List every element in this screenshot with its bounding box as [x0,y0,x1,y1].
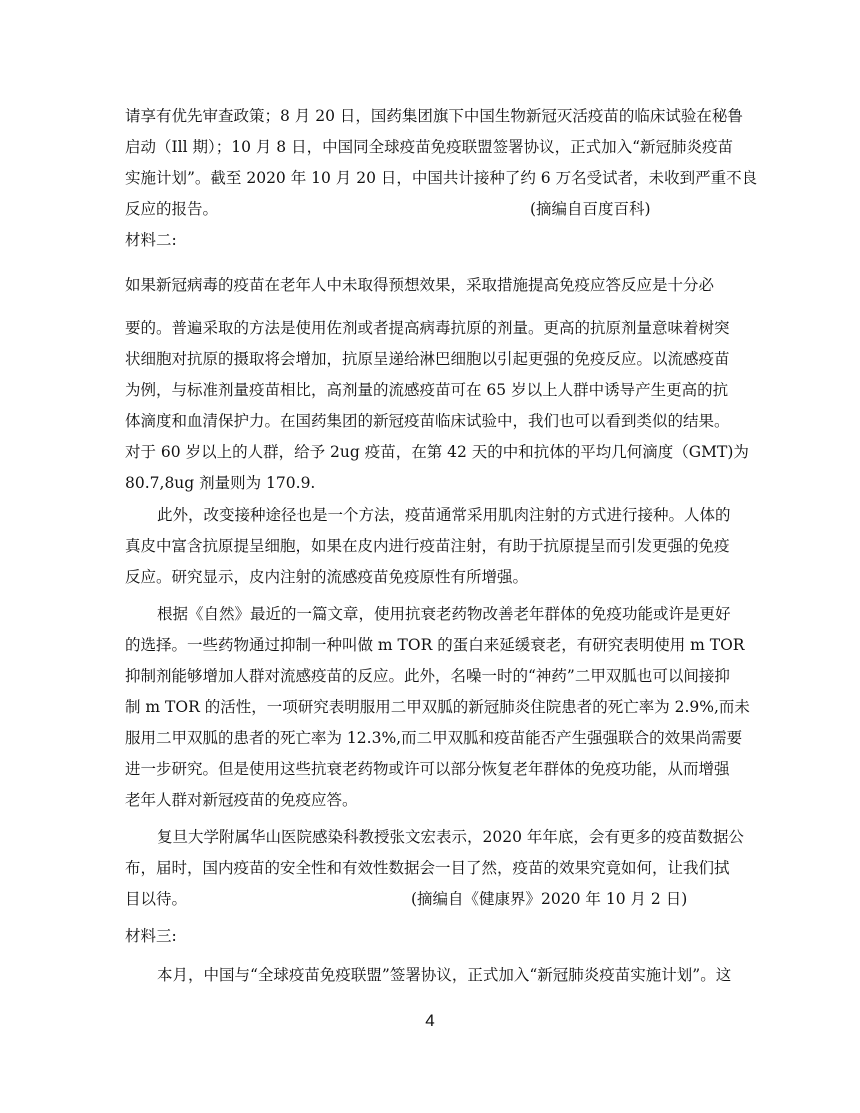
text-line: 抑制剂能够增加人群对流感疫苗的反应。此外，名噪一时的“神药”二甲双胍也可以间接抑 [125,667,730,685]
text-line: 对于 60 岁以上的人群，给予 2ug 疫苗，在第 42 天的中和抗体的平均几何滴度（GMT)为 [125,443,749,461]
text-line: 请享有优先审查政策；8 月 20 日，国药集团旗下中国生物新冠灭活疫苗的临床试验在秘鲁 [125,107,743,125]
text-line: 反应。研究显示，皮内注射的流感疫苗免疫原性有所增强。 [125,568,529,586]
paragraph-2-first [125,270,740,301]
source-citation: (摘编自百度百科) [530,200,651,218]
source-citation: (摘编自《健康界》2020 年 10 月 2 日) [411,890,688,908]
text-line: 真皮中富含抗原提呈细胞，如果在皮内进行疫苗注射，有助于抗原提呈而引发更强的免疫 [125,537,730,555]
text-line: 为例，与标准剂量疫苗相比，高剂量的流感疫苗可在 65 岁以上人群中诱导产生更高的抗 [125,381,729,399]
text-line: 80.7,8ug 剂量则为 170.9. [125,474,316,492]
text-line: 目以待。 [125,890,188,908]
text-line: 状细胞对抗原的摄取将会增加，抗原呈递给淋巴细胞以引起更强的免疫反应。以流感疫苗 [125,350,730,368]
page-number: 4 [425,1011,435,1030]
text-line: 反应的报告。 [125,200,219,218]
text-line: 启动（Ill 期）；10 月 8 日，中国同全球疫苗免疫联盟签署协议，正式加入“新冠肺炎疫苗 [125,138,734,156]
text-line: 如果新冠病毒的疫苗在老年人中未取得预想效果，采取措施提高免疫应答反应是十分必 [125,276,715,294]
paragraph-5 [125,822,744,915]
text-line: 要的。普遍采取的方法是使用佐剂或者提高病毒抗原的剂量。更高的抗原剂量意味着树突 [125,319,730,337]
text-line: 老年人群对新冠疫苗的免疫应答。 [125,791,358,809]
paragraph-6 [125,960,740,991]
text-line: 服用二甲双胍的患者的死亡率为 12.3%,而二甲双胍和疫苗能否产生强强联合的效果尚需要 [125,729,743,747]
section-heading: 材料三: [125,927,177,945]
text-line: 根据《自然》最近的一篇文章，使用抗衰老药物改善老年群体的免疫功能或许是更好 [157,605,731,623]
text-line: 制 m TOR 的活性，一项研究表明服用二甲双胍的新冠肺炎住院患者的死亡率为 2.9%,而未 [125,698,750,716]
material-heading [125,225,740,256]
text-line: 实施计划”。截至 2020 年 10 月 20 日，中国共计接种了约 6 万名受试者，未收到严重不良 [125,169,758,187]
section-heading: 材料二: [125,231,177,249]
paragraph-top [125,101,758,225]
text-line: 本月，中国与“全球疫苗免疫联盟”签署协议，正式加入“新冠肺炎疫苗实施计划”。这 [157,966,732,984]
text-line-with-source [125,194,740,225]
text-line: 进一步研究。但是使用这些抗衰老药物或许可以部分恢复老年群体的免疫功能，从而增强 [125,760,730,778]
paragraph-2 [125,313,749,499]
text-line: 此外，改变接种途径也是一个方法，疫苗通常采用肌肉注射的方式进行接种。人体的 [157,506,731,524]
text-line: 复旦大学附属华山医院感染科教授张文宏表示，2020 年年底，会有更多的疫苗数据公 [157,828,744,846]
text-line: 布，届时，国内疫苗的安全性和有效性数据会一目了然，疫苗的效果究竟如何，让我们拭 [125,859,730,877]
material-heading [125,921,740,952]
text-line: 体滴度和血清保护力。在国药集团的新冠疫苗临床试验中，我们也可以看到类似的结果。 [125,412,730,430]
paragraph-4 [125,599,750,816]
text-line: 的选择。一些药物通过抑制一种叫做 m TOR 的蛋白来延缓衰老，有研究表明使用 m TOR [125,636,745,654]
paragraph-3 [125,500,740,593]
text-line-with-source [125,884,740,915]
